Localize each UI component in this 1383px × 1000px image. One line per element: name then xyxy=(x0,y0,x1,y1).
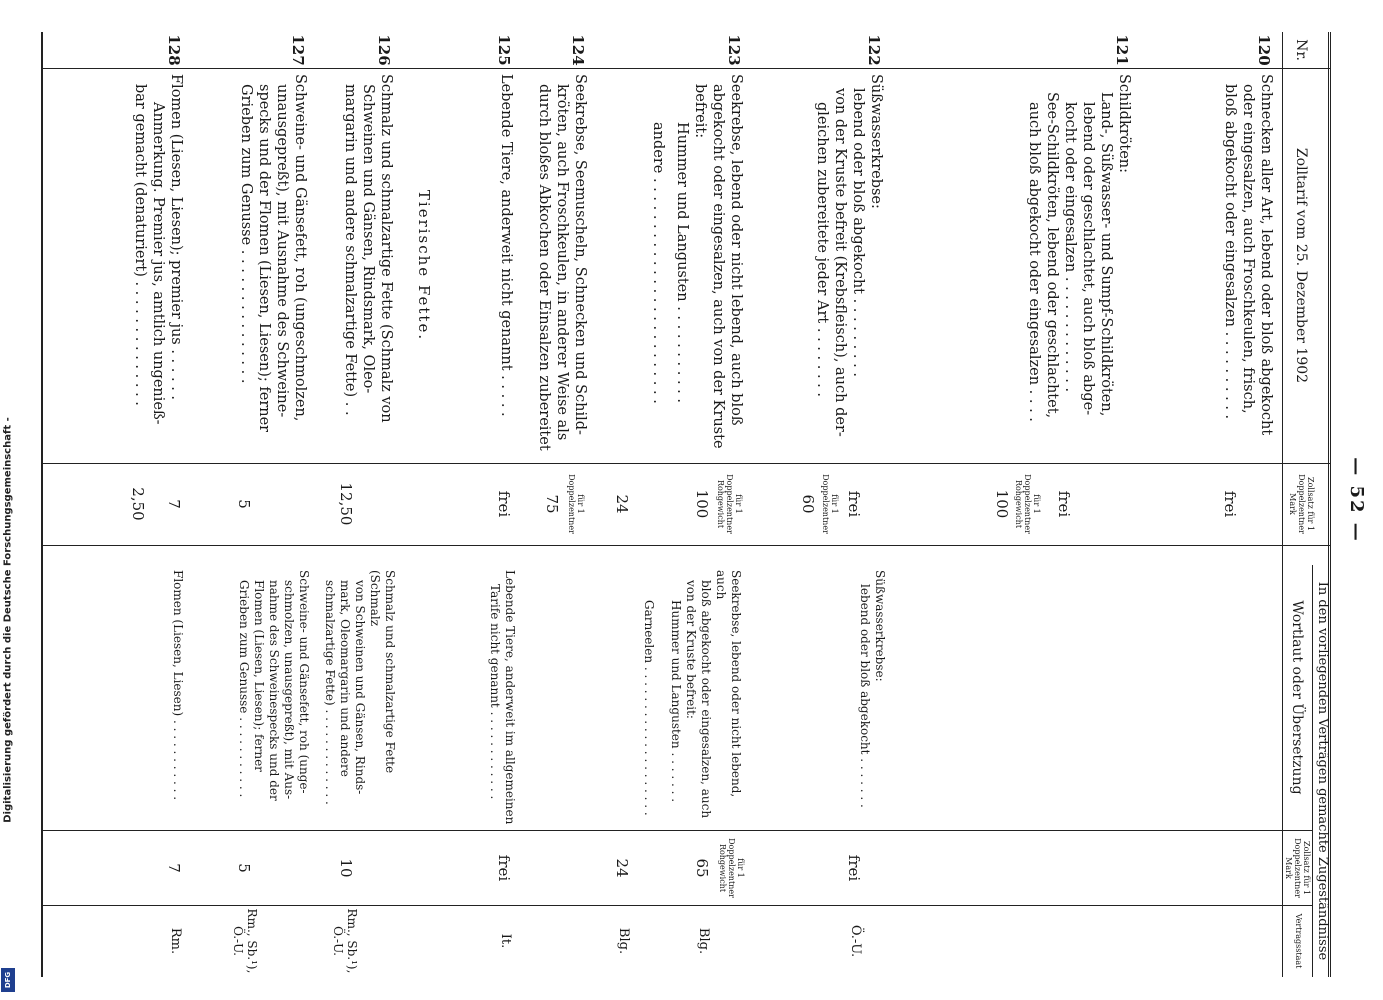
row-text-125: Lebende Tiere, anderweit nicht genannt . . . . . xyxy=(498,74,514,417)
header-treaty-rate: Zollsatz für 1 Doppelzentner Mark xyxy=(1284,838,1311,898)
row-rate-122: frei xyxy=(845,490,863,518)
row-treaty-text-127: Schweine- und Gänsefett, roh (unge- schmolzen, unausgepreßt), mit Aus- nahme des Schweinespecks und der Flomen (Liesen, Liesen); ferner Grieben zum Genusse . . . . . . . . . . . xyxy=(237,570,311,801)
row-treaty-text-126: Schmalz und schmalzartige Fette (Schmalz von Schweinen und Gänsen, Rinds- mark, Oleomargarin und andere schmalzartige Fette) . . . . . . . . . . . . . xyxy=(323,570,397,805)
row-rate2-128: 2,50 xyxy=(129,487,147,521)
row-rate-124: 75 xyxy=(543,494,561,514)
row-nr-120: 120 xyxy=(1255,34,1273,66)
row-unit-123: für 1 Doppelzentner Rohgewicht xyxy=(716,474,743,534)
row-treaty-text-125: Lebende Tiere, anderweit im allgemeinen Tarife nicht genannt . . . . . . . . . . . . xyxy=(488,570,517,825)
row-nr-124: 124 xyxy=(569,34,587,66)
row-text-122: Süßwasserkrebse: lebend oder bloß abgekocht . . . . . . . . . von der Kruste befreit (Krebsfleisch), auch der- gleichen zubereitete jeder Art . . . . . . . . xyxy=(814,74,884,437)
row-treaty-rate-126: 10 xyxy=(337,858,355,878)
section-title-fats: Tierische Fette. xyxy=(415,189,433,342)
group-rule xyxy=(1312,565,1313,977)
header-tariff: Zolltarif vom 25. Dezember 1902 xyxy=(1293,147,1309,384)
row-treaty-rate-128: 7 xyxy=(165,863,183,873)
row-unit-122: für 1 Doppelzentner xyxy=(821,474,839,534)
row-treaty-rate-122: frei xyxy=(845,854,863,882)
dfg-credit-text: Digitalisierung gefördert durch die Deutsche Forschungsgemeinschaft - xyxy=(2,417,14,823)
row-nr-126: 126 xyxy=(375,34,393,66)
row-treaty-state-125: It. xyxy=(498,933,513,949)
row-treaty-rate-123: 65 xyxy=(693,858,711,878)
row-rate2-121: 100 xyxy=(993,489,1011,519)
bottom-rule xyxy=(41,32,43,977)
row-treaty-state-123: Blg. xyxy=(696,927,711,955)
row-text-120: Schnecken aller Art, lebend oder bloß abgekocht oder eingesalzen, auch Froschkeulen, frisch, bloß abgekocht oder eingesalzen . . . . . . . . . . xyxy=(1222,74,1274,436)
row-rate2-122: 60 xyxy=(799,494,817,514)
row-rate-121: frei xyxy=(1055,490,1073,518)
row-nr-121: 121 xyxy=(1113,34,1131,66)
row-rate-126: 12,50 xyxy=(337,482,355,526)
header-nr: Nr. xyxy=(1293,39,1309,61)
row-unit-124: für 1 Doppelzentner xyxy=(567,474,585,534)
row-rate-128: 7 xyxy=(165,499,183,509)
row-nr-123: 123 xyxy=(725,34,743,66)
row-treaty-state2-123: Blg. xyxy=(616,927,631,955)
row-treaty-text-122: Süßwasserkrebse: lebend oder bloß abgekocht . . . . . . . xyxy=(858,570,887,808)
header-state: Vertragsstaat xyxy=(1294,913,1303,969)
row-rate-127: 5 xyxy=(235,499,253,509)
row-treaty-rate-127: 5 xyxy=(235,863,253,873)
row-text-126: Schmalz und schmalzartige Fette (Schmalz von Schweinen und Gänsen, Rindsmark, Oleo- margarin und andere schmalzartige Fette) . . xyxy=(342,74,394,423)
row-treaty-text-123: Seekrebse, lebend oder nicht lebend, auch bloß abgekocht oder eingesalzen, auch von der Kruste befreit: Hummer und Langusten . . . . . . . Garneelen . . . . . . . . . . . . . . . . . . . . xyxy=(642,570,743,819)
page-number: — 52 — xyxy=(1346,457,1367,543)
row-treaty-state-122: Ö.-U. xyxy=(848,924,863,958)
row-treaty-state-127: Rm., Sb.¹), Ö.-U. xyxy=(231,908,259,974)
dfg-logo: DFG xyxy=(1,968,15,992)
row-unit-121: für 1 Doppelzentner Rohgewicht xyxy=(1014,474,1041,534)
row-treaty-rate2-123: 24 xyxy=(613,858,631,878)
row-treaty-state-126: Rm., Sb.¹), Ö.-U. xyxy=(331,908,359,974)
row-rate-123: 100 xyxy=(693,489,711,519)
row-nr-122: 122 xyxy=(865,34,883,66)
row-nr-128: 128 xyxy=(165,34,183,66)
row-nr-127: 127 xyxy=(289,34,307,66)
row-text-127: Schweine- und Gänsefett, roh (ungeschmolzen, unausgepreßt), mit Ausnahme des Schweine- specks und der Flomen (Liesen, Liesen); ferner Grieben zum Genusse . . . . . . . . . . . . . . . xyxy=(238,74,308,433)
header-rate: Zollsatz für 1 Doppelzentner Mark xyxy=(1288,474,1315,534)
col-divider-nr xyxy=(43,68,1331,69)
row-text-121: Schildkröten: Land-, Süßwasser- und Sumpf-Schildkröten, lebend oder geschlachtet, auch bloß abge- kocht oder eingesalzen . . . . . . . . . . . . . See-Schildkröten, lebend oder geschlachtet, auch bloß abgekocht oder eingesalzen . . . . xyxy=(1026,74,1132,422)
row-rate2-123: 24 xyxy=(613,494,631,514)
row-treaty-text-128: Flomen (Liesen, Liesen) . . . . . . . . . . . xyxy=(171,570,185,801)
row-nr-125: 125 xyxy=(495,34,513,66)
row-treaty-rate-125: frei xyxy=(495,854,513,882)
row-treaty-state-128: Rm. xyxy=(168,927,183,955)
col-divider-wording xyxy=(43,830,1313,831)
row-text-124: Seekrebse, Seemuscheln, Schnecken und Schild- kröten, auch Froschkeulen, in anderer Weise als durch bloßes Abkochen oder Einsalzen zubereitet xyxy=(536,74,588,451)
header-rule xyxy=(1282,32,1283,977)
row-text-123: Seekrebse, lebend oder nicht lebend, auch bloß abgekocht oder eingesalzen, auch von der Kruste befreit: Hummer und Langusten . . . . . . . . . . . andere . . . . . . . . . . . . . . . . . . . . . . . . . xyxy=(650,74,744,449)
row-text-128: Flomen (Liesen, Liesen); premier jus . . . . . . Anmerkung. Premier jus, amtlich ungenieß- bar gemacht (denaturiert) . . . . . . . . . . . . . . xyxy=(132,74,184,425)
row-treaty-unit-123: für 1 Doppelzentner Rohgewicht xyxy=(718,838,745,898)
row-rate-125: frei xyxy=(495,490,513,518)
col-divider-rate xyxy=(43,545,1331,546)
col-divider-tariff xyxy=(43,463,1331,464)
header-wording: Wortlaut oder Übersetzung xyxy=(1289,600,1305,795)
header-treaty-group: In den vorliegenden Verträgen gemachte Zugeständnisse xyxy=(1315,581,1330,961)
row-rate-120: frei xyxy=(1221,490,1239,518)
